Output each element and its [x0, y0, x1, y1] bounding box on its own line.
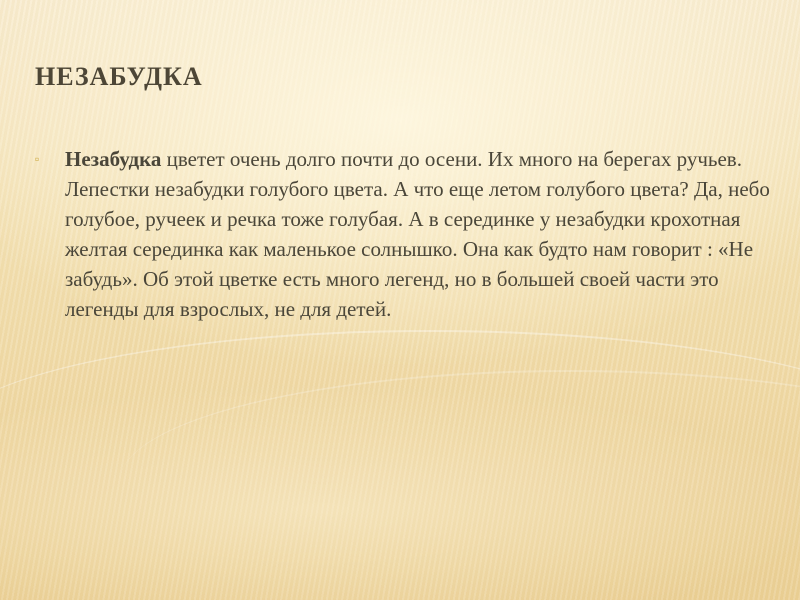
bullet-bold-lead: Незабудка [65, 147, 162, 171]
slide-title: НЕЗАБУДКА [35, 62, 203, 91]
background-swoosh [120, 370, 800, 592]
bullet-item [35, 144, 780, 324]
background-swoosh [0, 330, 800, 552]
bullet-icon: ▫ [35, 152, 40, 166]
bullet-body: цветет очень долго почти до осени. Их много на берегах ручьев. Лепестки незабудки голубого цвета. А что еще летом голубого цвета? Да, небо голубое, ручеек и речка тоже голубая. А в серединке у незабудки крохотная желтая серединка как маленькое солнышко. Она как будто нам говорит : «Не забудь». Об этой цветке есть много легенд, но в большей своей части это легенды для взрослых, не для детей. [65, 147, 770, 321]
bullet-text [65, 144, 780, 324]
slide-content [35, 144, 780, 324]
